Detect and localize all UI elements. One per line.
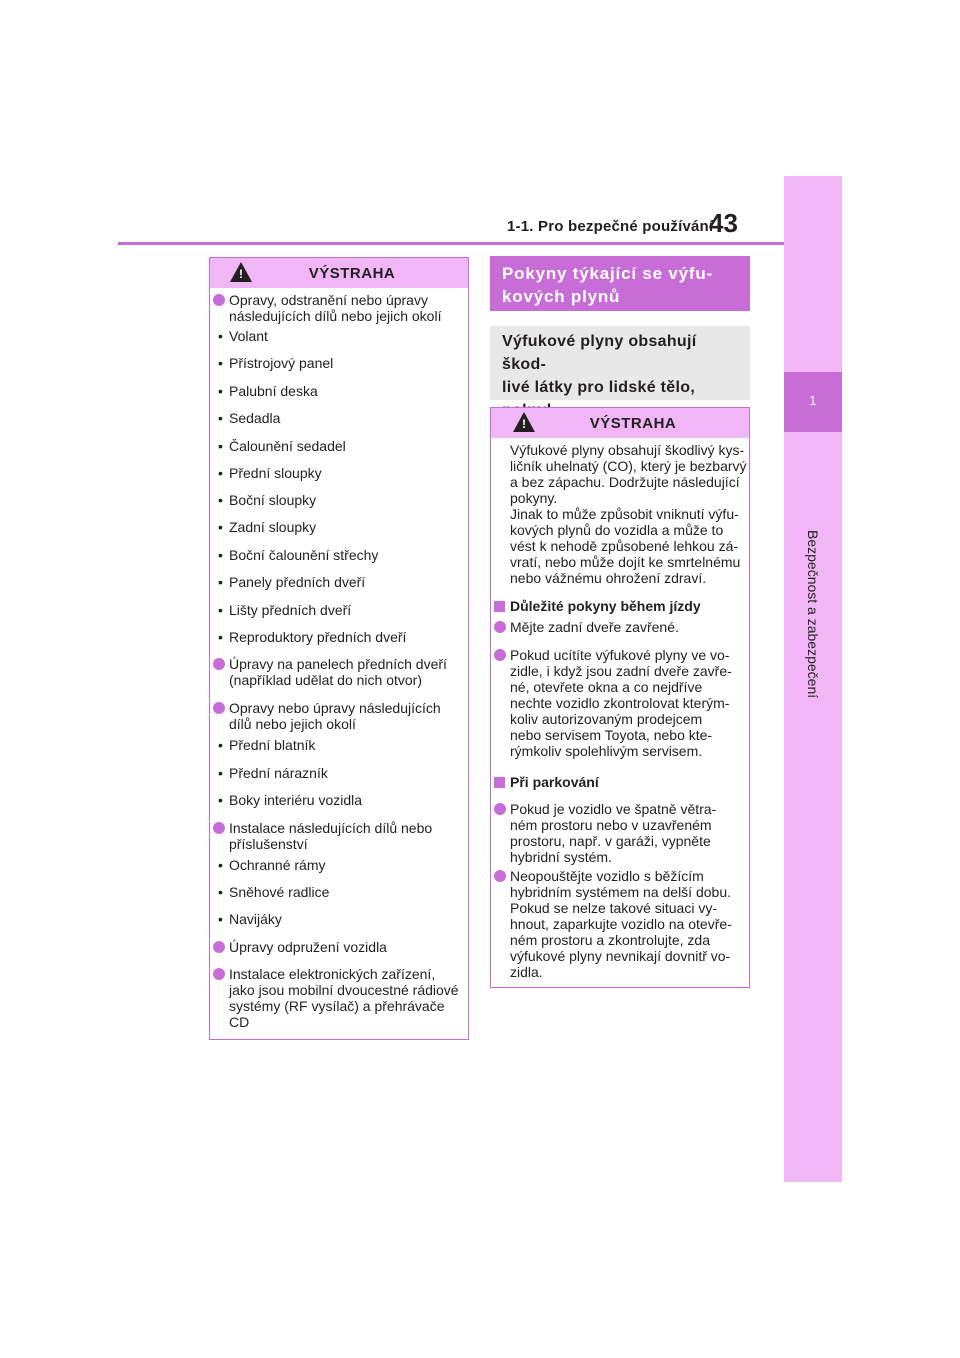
warning-line: dílů nebo jejich okolí	[229, 716, 356, 732]
bullet-dot-icon	[494, 803, 506, 815]
warning-list-item	[218, 574, 366, 590]
bullet-dot-icon	[213, 294, 225, 306]
warning-line: koliv autorizovaným prodejcem	[510, 711, 703, 727]
warning-list-item	[218, 383, 318, 399]
warning-list-item	[218, 438, 346, 454]
warning-line: zidla.	[510, 964, 543, 980]
bullet-icon: •	[218, 410, 223, 426]
warning-line: Při parkování	[510, 774, 599, 790]
warning-line: kových plynů do vozidla a může to	[510, 522, 724, 538]
warning-line: následujících dílů nebo jejich okolí	[229, 308, 442, 324]
warning-list-item	[229, 820, 432, 852]
warning-line: hybridním systémem na delší dobu.	[510, 884, 731, 900]
header-divider	[118, 242, 784, 245]
summary-line: livé látky pro lidské tělo,	[502, 379, 696, 396]
warning-list-item	[218, 547, 379, 563]
warning-list-item	[510, 619, 679, 635]
warning-list-item	[218, 465, 322, 481]
warning-line: Neopouštějte vozidlo s běžícím	[510, 868, 704, 884]
warning-list-item	[218, 602, 352, 618]
section-heading-line: kových plynů	[502, 287, 621, 306]
bullet-icon: •	[218, 355, 223, 371]
warning-line: Důležité pokyny během jízdy	[510, 598, 701, 614]
warning-line: Reproduktory předních dveří	[229, 629, 407, 645]
warning-list-item	[218, 857, 326, 873]
bullet-square-icon	[494, 777, 505, 788]
warning-list-item	[218, 911, 282, 927]
warning-list-item	[229, 700, 441, 732]
warning-list-item	[510, 774, 599, 790]
warning-line: Opravy nebo úpravy následujících	[229, 700, 441, 716]
bullet-dot-icon	[213, 968, 225, 980]
warning-header	[491, 408, 749, 438]
warning-line: Pokud je vozidlo ve špatně větra-	[510, 801, 717, 817]
warning-title: VÝSTRAHA	[308, 265, 396, 282]
warning-list-item	[229, 966, 459, 1030]
warning-line: Boční sloupky	[229, 492, 317, 508]
warning-list-item	[229, 656, 447, 688]
warning-line: Instalace následujících dílů nebo	[229, 820, 433, 836]
bullet-square-icon	[494, 601, 505, 612]
summary-line: Výfukové plyny obsahují škod-	[502, 333, 697, 373]
warning-header	[210, 258, 468, 288]
warning-line: a bez zápachu. Dodržujte následující	[510, 474, 740, 490]
warning-list-item	[218, 410, 281, 426]
bullet-dot-icon	[213, 822, 225, 834]
warning-line: jako jsou mobilní dvoucestné rádiové	[229, 982, 459, 998]
section-heading	[490, 256, 750, 311]
bullet-icon: •	[218, 911, 223, 927]
warning-line: hnout, zaparkujte vozidlo na otevře-	[510, 916, 732, 932]
warning-line: nechte vozidlo zkontrolovat kterým-	[510, 695, 730, 711]
warning-line: Pokud se nelze takové situaci vy-	[510, 900, 717, 916]
warning-line: Sedadla	[229, 410, 281, 426]
warning-line: Opravy, odstranění nebo úpravy	[229, 292, 428, 308]
warning-line: Boky interiéru vozidla	[229, 792, 363, 808]
section-title: 1-1. Pro bezpečné používání	[507, 218, 714, 235]
warning-line: Instalace elektronických zařízení,	[229, 966, 436, 982]
warning-line: zidle, i když jsou zadní dveře zavře-	[510, 663, 732, 679]
warning-title: VÝSTRAHA	[589, 415, 677, 432]
warning-list-item	[218, 737, 316, 753]
bullet-icon: •	[218, 492, 223, 508]
warning-list-item	[510, 647, 732, 759]
warning-line: Lišty předních dveří	[229, 602, 352, 618]
warning-line: Boční čalounění střechy	[229, 547, 379, 563]
warning-line: Zadní sloupky	[229, 519, 317, 535]
warning-line: Navijáky	[229, 911, 282, 927]
warning-line: Palubní deska	[229, 383, 318, 399]
warning-line: CD	[229, 1014, 250, 1030]
warning-line: systémy (RF vysílač) a přehrávače	[229, 998, 445, 1014]
warning-line: Přístrojový panel	[229, 355, 334, 371]
warning-list-item	[229, 939, 387, 955]
warning-list-item	[218, 519, 317, 535]
warning-list-item	[510, 442, 747, 586]
warning-line: příslušenství	[229, 836, 308, 852]
bullet-dot-icon	[213, 941, 225, 953]
warning-list-item	[510, 801, 716, 865]
warning-list-item	[218, 355, 334, 371]
bullet-icon: •	[218, 328, 223, 344]
bullet-icon: •	[218, 574, 223, 590]
bullet-dot-icon	[494, 621, 506, 633]
warning-line: ném prostoru nebo v uzavřeném	[510, 817, 712, 833]
bullet-icon: •	[218, 765, 223, 781]
bullet-icon: •	[218, 383, 223, 399]
warning-line: ličník uhelnatý (CO), který je bezbarvý	[510, 458, 747, 474]
warning-line: Sněhové radlice	[229, 884, 330, 900]
warning-list-item	[218, 792, 363, 808]
bullet-icon: •	[218, 519, 223, 535]
warning-line: Přední sloupky	[229, 465, 322, 481]
warning-line: Volant	[229, 328, 268, 344]
chapter-number: 1	[809, 393, 817, 408]
warning-line: Přední blatník	[229, 737, 316, 753]
warning-line: nebo servisem Toyota, nebo kte-	[510, 727, 713, 743]
bullet-icon: •	[218, 629, 223, 645]
bullet-icon: •	[218, 857, 223, 873]
warning-list-item	[229, 292, 441, 324]
warning-list-item	[218, 328, 268, 344]
bullet-icon: •	[218, 792, 223, 808]
warning-line: nebo vážnému ohrožení zdraví.	[510, 570, 707, 586]
bullet-icon: •	[218, 737, 223, 753]
warning-line: Panely předních dveří	[229, 574, 366, 590]
warning-line: Ochranné rámy	[229, 857, 326, 873]
warning-list-item	[218, 765, 328, 781]
warning-line: hybridní systém.	[510, 849, 612, 865]
chapter-number-badge	[784, 372, 842, 432]
warning-line: ném prostoru a zkontrolujte, zda	[510, 932, 710, 948]
chapter-label-text: Bezpečnost a zabezpečení	[805, 530, 821, 699]
warning-line: pokyny.	[510, 490, 558, 506]
warning-line: (například udělat do nich otvor)	[229, 672, 422, 688]
warning-line: Přední nárazník	[229, 765, 328, 781]
summary-box	[490, 326, 750, 400]
warning-line: Úpravy na panelech předních dveří	[229, 656, 447, 672]
warning-line: vést k nehodě způsobené lehkou zá-	[510, 538, 739, 554]
bullet-dot-icon	[494, 870, 506, 882]
bullet-icon: •	[218, 438, 223, 454]
warning-line: rýmkoliv spolehlivým servisem.	[510, 743, 703, 759]
bullet-dot-icon	[213, 702, 225, 714]
warning-line: Jinak to může způsobit vniknutí výfu-	[510, 506, 739, 522]
bullet-icon: •	[218, 602, 223, 618]
page-number: 43	[709, 208, 738, 238]
warning-line: né, otevřete okna a co nejdříve	[510, 679, 703, 695]
warning-line: prostoru, např. v garáži, vypněte	[510, 833, 711, 849]
warning-line: Mějte zadní dveře zavřené.	[510, 619, 679, 635]
warning-box-left	[209, 257, 469, 1040]
warning-list-item	[510, 598, 701, 614]
warning-line: Pokud ucítíte výfukové plyny ve vo-	[510, 647, 730, 663]
warning-line: Úpravy odpružení vozidla	[229, 939, 387, 955]
warning-list-item	[218, 884, 330, 900]
warning-line: Výfukové plyny obsahují škodlivý kys-	[510, 442, 745, 458]
warning-line: Čalounění sedadel	[229, 438, 346, 454]
bullet-icon: •	[218, 465, 223, 481]
warning-box-right	[490, 407, 750, 988]
warning-line: vratí, nebo může dojít ke smrtelnému	[510, 554, 741, 570]
section-heading-line: Pokyny týkající se výfu-	[502, 264, 714, 283]
bullet-dot-icon	[213, 658, 225, 670]
bullet-dot-icon	[494, 649, 506, 661]
warning-list-item	[218, 492, 317, 508]
warning-list-item	[510, 868, 732, 980]
warning-list-item	[218, 629, 407, 645]
bullet-icon: •	[218, 884, 223, 900]
bullet-icon: •	[218, 547, 223, 563]
warning-line: výfukové plyny nevnikají dovnitř vo-	[510, 948, 731, 964]
